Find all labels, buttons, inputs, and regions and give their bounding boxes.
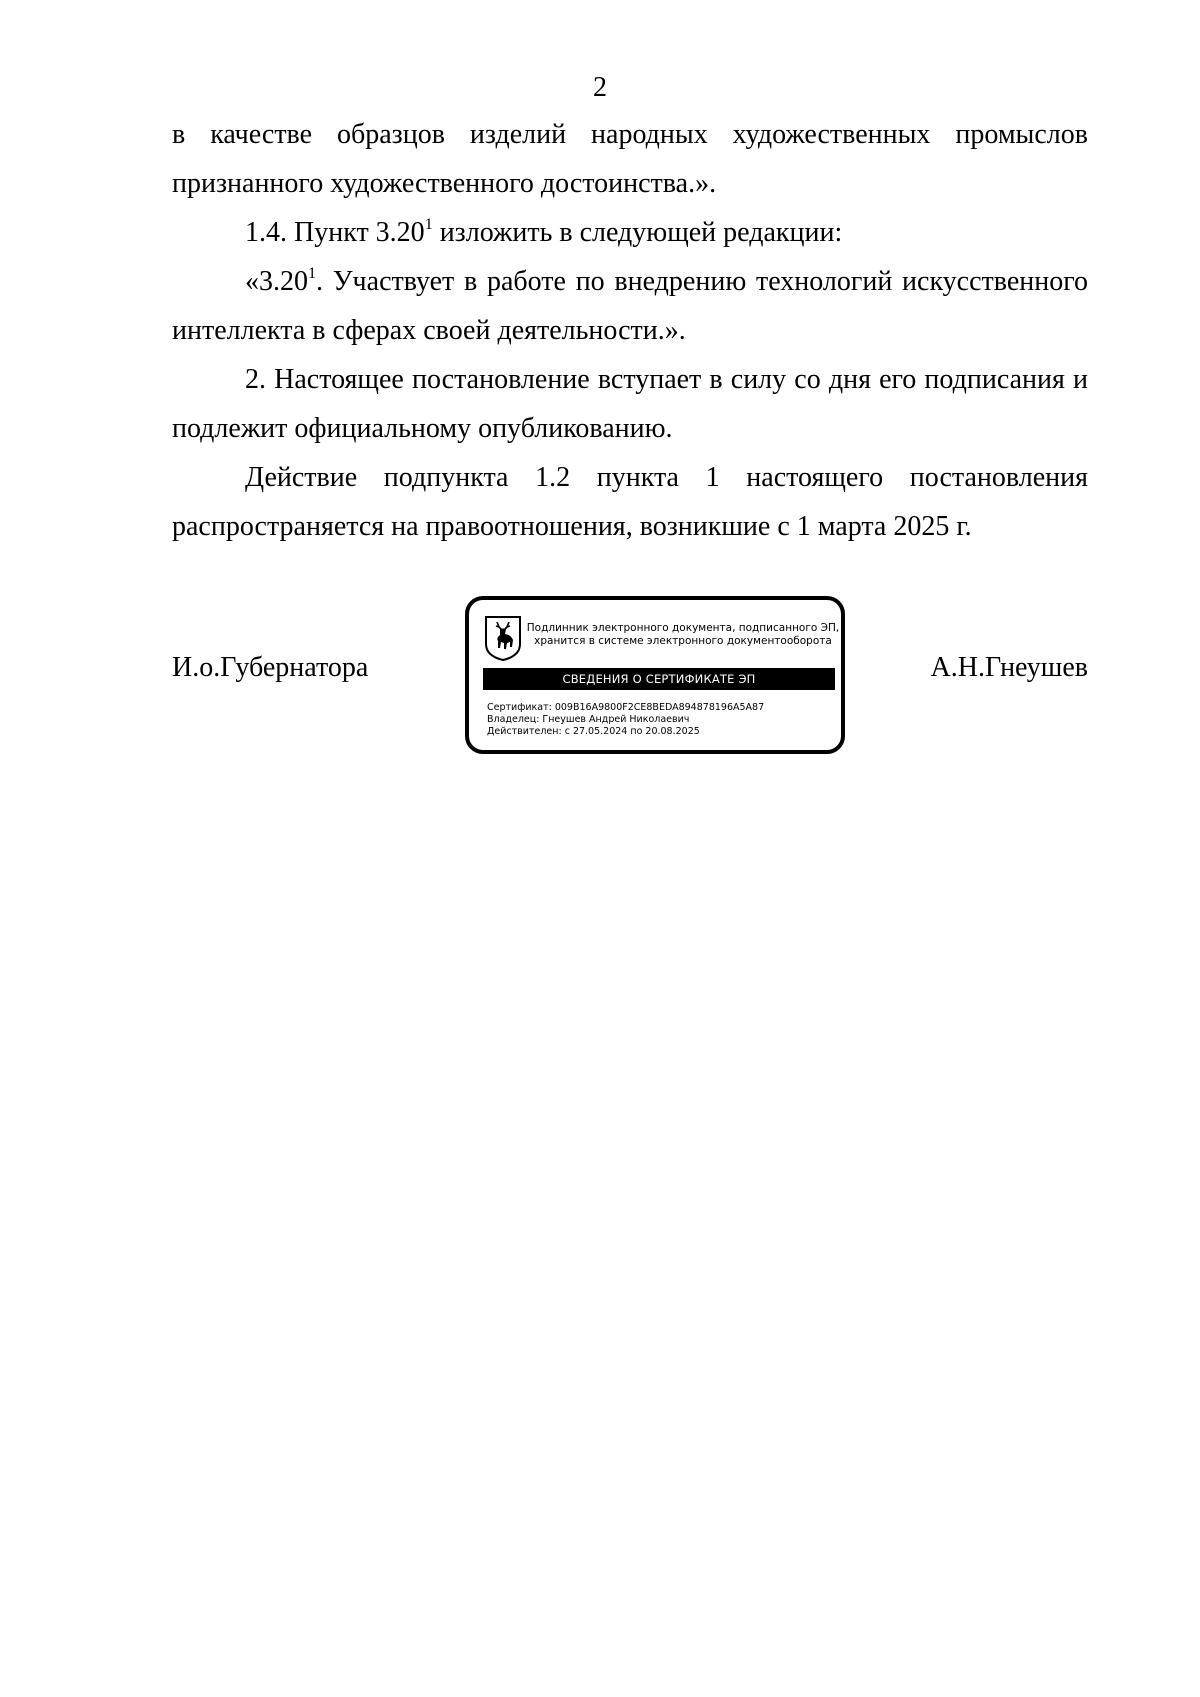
certificate-validity: Действителен: с 27.05.2024 по 20.08.2025	[487, 726, 700, 737]
signatory-name: А.Н.Гнеушев	[930, 652, 1088, 683]
paragraph-item-2: 2. Настоящее постановление вступает в силу со дня его подписания и подлежит официальному опубликованию.	[172, 364, 1088, 444]
superscript: 1	[308, 264, 316, 282]
paragraph-effect: Действие подпункта 1.2 пункта 1 настоящего постановления распространяется на правоотношения, возникшие с 1 марта 2025 г.	[172, 462, 1088, 542]
electronic-signature-stamp	[465, 596, 845, 754]
certificate-number: Сертификат: 009B16A9800F2CE8BEDA894878196A5A87	[487, 702, 765, 713]
paragraph-text: 1.4. Пункт 3.20	[245, 217, 425, 248]
paragraph-text: изложить в следующей редакции:	[432, 217, 843, 248]
certificate-owner: Владелец: Гнеушев Андрей Николаевич	[487, 714, 690, 725]
document-body	[172, 110, 1088, 551]
stamp-header	[525, 622, 841, 648]
paragraph-item-3-20	[172, 257, 1088, 355]
coat-of-arms-deer-icon	[483, 614, 523, 662]
signatory-title: И.о.Губернатора	[172, 652, 369, 683]
paragraph-item-1-4	[172, 208, 1088, 257]
paragraph-continuation: в качестве образцов изделий народных художественных промыслов признанного художественного достоинства.».	[172, 119, 1088, 199]
stamp-header-line: хранится в системе электронного документооборота	[534, 635, 832, 647]
paragraph-text: . Участвует в работе по внедрению технологий искусственного интеллекта в сферах своей деятельности.».	[172, 266, 1088, 346]
superscript: 1	[424, 215, 433, 233]
stamp-header-line: Подлинник электронного документа, подписанного ЭП,	[526, 622, 840, 634]
stamp-certificate-bar: СВЕДЕНИЯ О СЕРТИФИКАТЕ ЭП	[483, 668, 835, 690]
page-number: 2	[593, 72, 607, 103]
stamp-certificate-details	[487, 702, 764, 738]
paragraph-text: «3.20	[245, 266, 308, 297]
